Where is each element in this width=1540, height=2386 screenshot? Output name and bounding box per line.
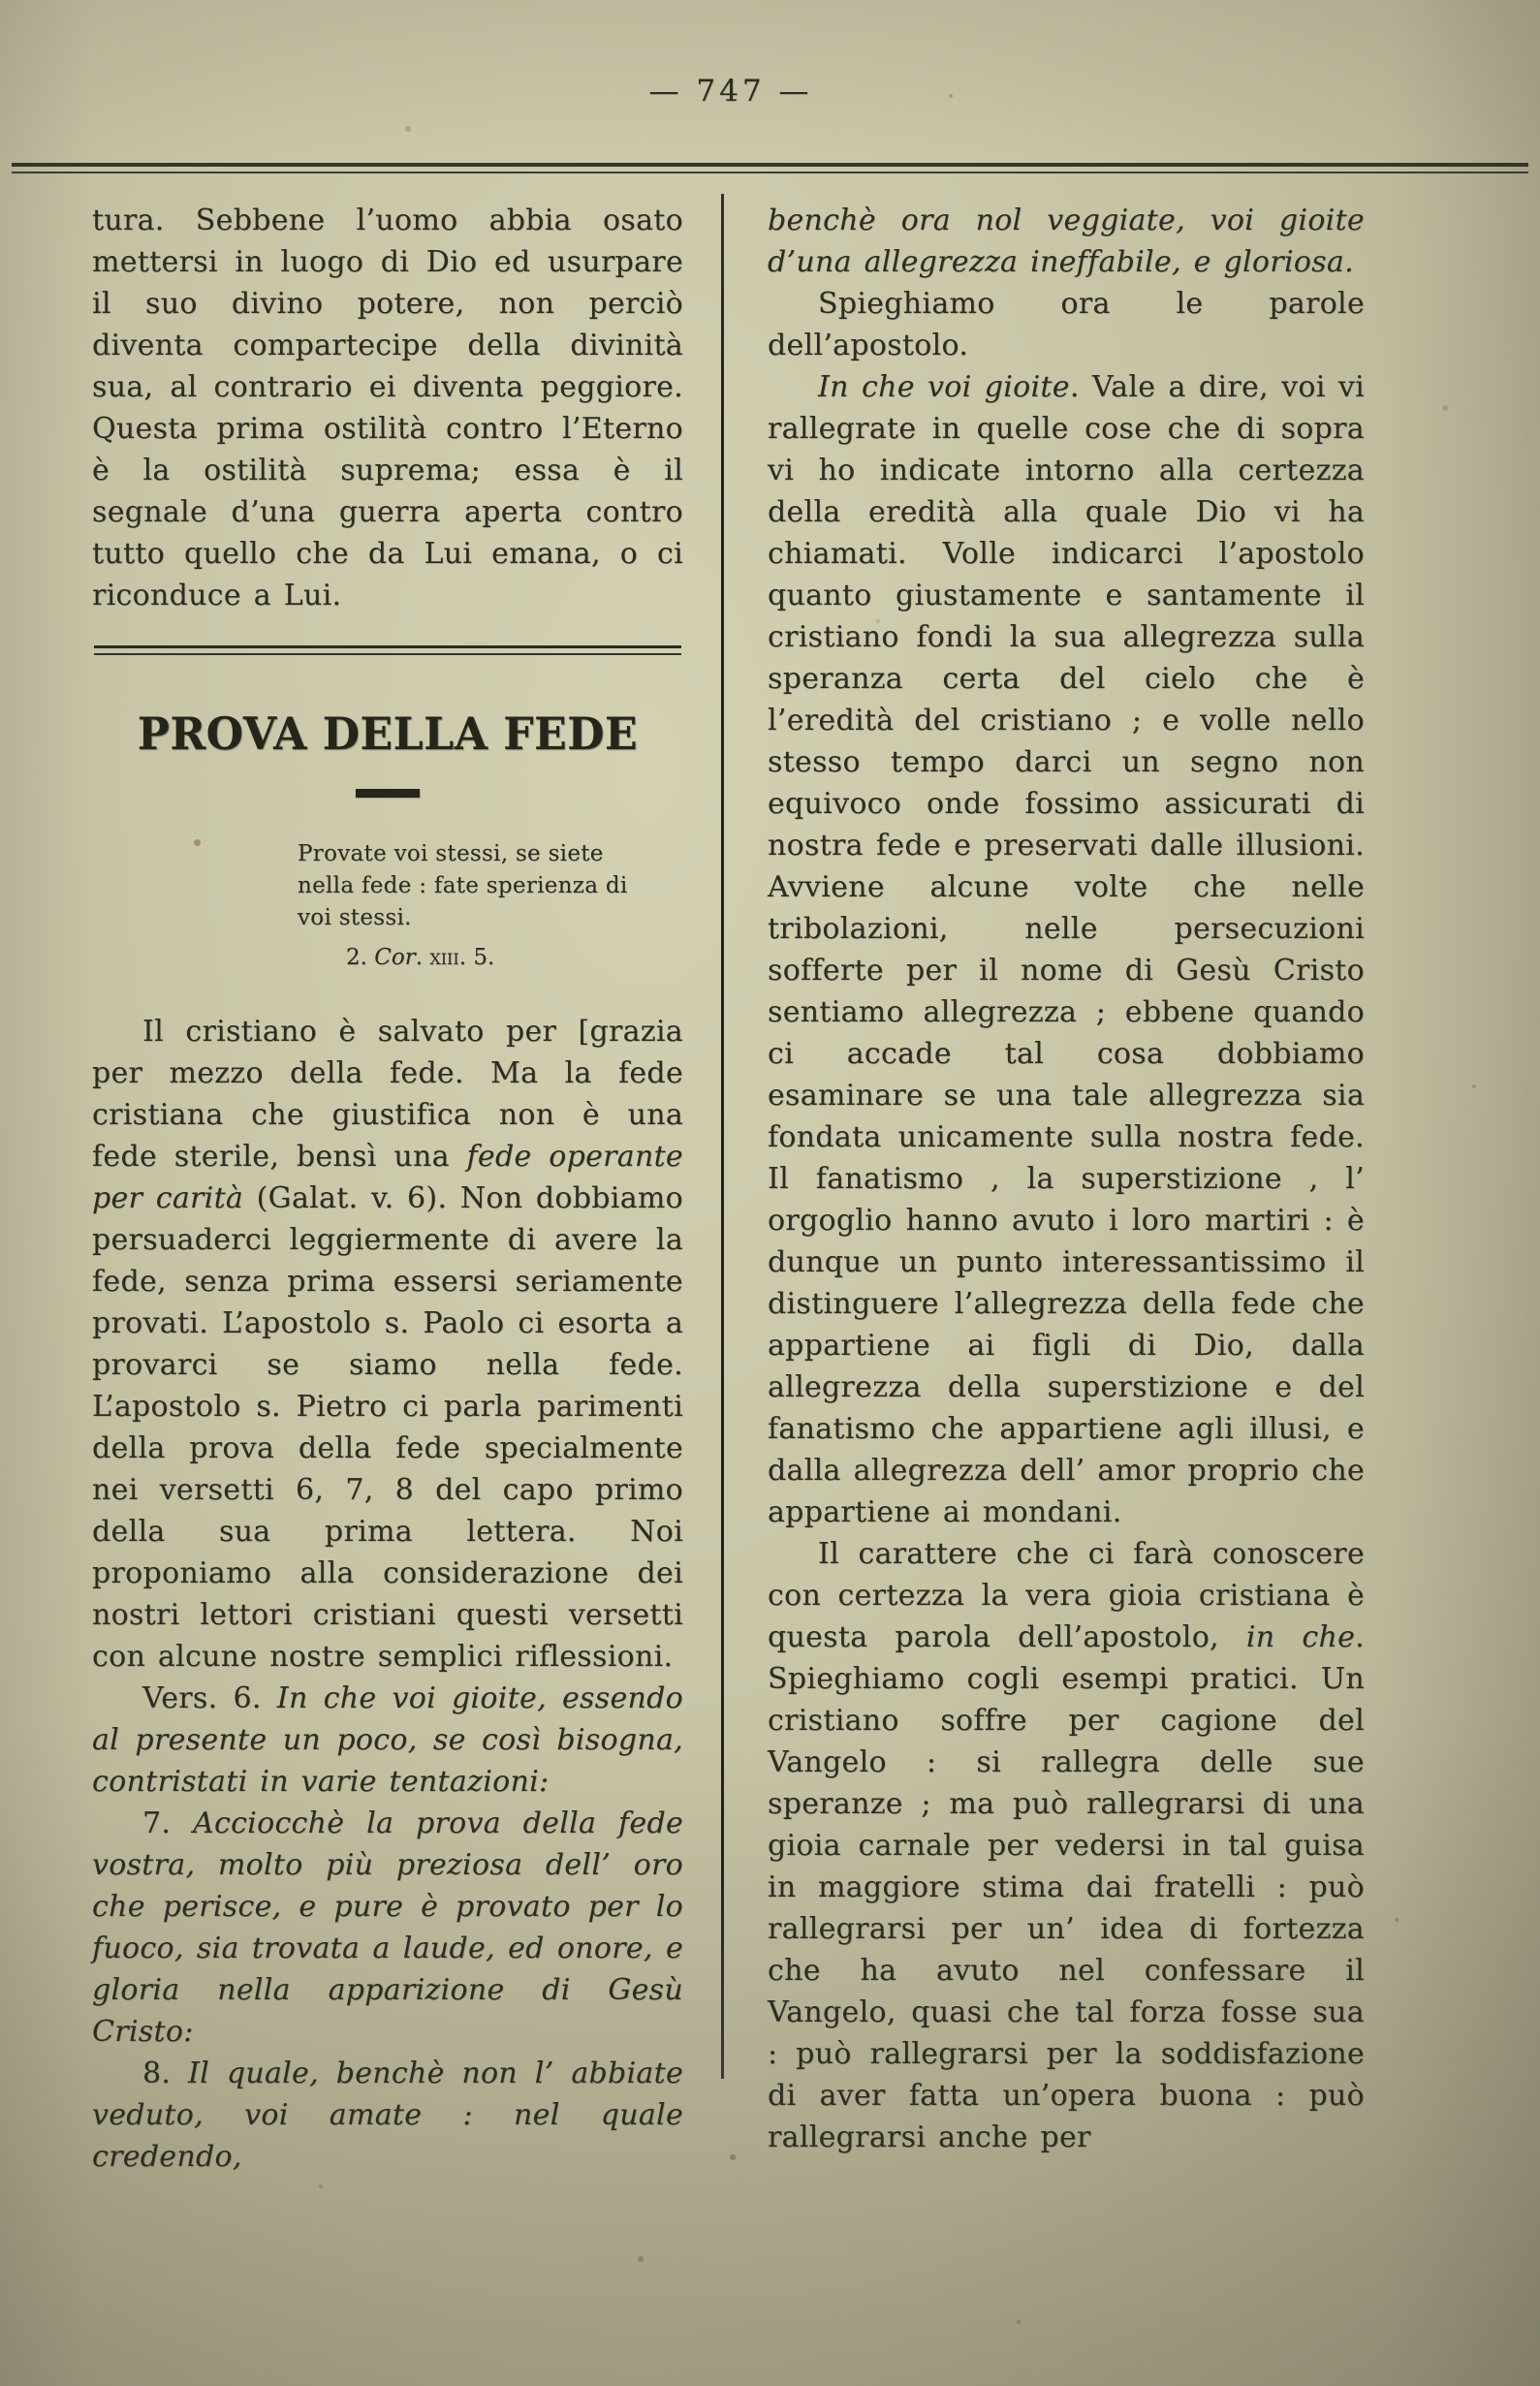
text-segment: xiii — [429, 945, 459, 970]
text-segment: in che — [1245, 1620, 1356, 1654]
text-segment: Acciocchè la prova della fede vostra, molto più preziosa dell’ oro che perisce, e pure è provato per lo fuoco, sia trovata a laude, ed onore, e gloria nella apparizione di Gesù Cristo: — [92, 1806, 684, 2049]
text-segment: . Spieghiamo cogli esempi pratici. Un cristiano soffre per cagione del Vangelo : si rallegra delle sue speranze ; ma può rallegrarsi di una gioia carnale per vedersi in tal guisa in maggiore stima dai fratelli : può rallegrarsi per un’ idea di fortezza che ha avuto nel confessare il Vangelo, quasi che tal forza fosse sua : può rallegrarsi per la soddisfazione di aver fatta un’opera buona : può rallegrarsi anche per — [768, 1620, 1365, 2154]
text-segment: Il cristiano è salvato per [grazia per mezzo della fede. Ma la fede cristiana che giustifica non è una fede sterile, bensì una — [92, 1015, 683, 1174]
text-segment: Vers. 6. — [142, 1681, 277, 1715]
epigraph — [298, 838, 683, 934]
paragraph — [92, 1678, 683, 1803]
paragraph — [768, 366, 1365, 1533]
text-segment: In che voi gioite — [818, 370, 1070, 404]
paragraph — [92, 1011, 683, 1678]
text-segment: . 5. — [458, 945, 495, 970]
text-segment: Il carattere che ci farà conoscere con certezza la vera gioia cristiana è questa parola dell’apostolo, — [768, 1537, 1365, 1654]
article-title: PROVA DELLA FEDE — [137, 707, 639, 760]
page-number: — 747 — — [648, 74, 813, 109]
paper-texture-specks — [0, 0, 2, 2]
epigraph-line: Provate voi stessi, se siete — [298, 841, 604, 866]
epigraph-line: voi stessi. — [298, 905, 412, 930]
text-segment: . Vale a dire, voi vi rallegrate in quelle cose che di sopra vi ho indicate intorno alla certezza della eredità alla quale Dio vi ha chiamati. Volle indicarci l’apostolo quanto giustamente e santamente il cristiano fondi la sua allegrezza sulla speranza certa del cielo che è l’eredità del cristiano ; e volle nello stesso tempo darci un segno non equivoco onde fossimo assicurati di nostra fede e preservati dalle illusioni. Avviene alcune volte che nelle tribolazioni, nelle persecuzioni sofferte per il nome di Gesù Cristo sentiamo allegrezza ; ebbene quando ci accade tal cosa dobbiamo esaminare se una tale allegrezza sia fondata unicamente sulla nostra fede. Il fanatismo , la superstizione , l’ orgoglio hanno avuto i loro martiri : è dunque un punto interessantissimo il distinguere l’allegrezza della fede che appartiene ai figli di Dio, dalla allegrezza della superstizione e del fanatismo che appartiene agli illusi, e dalla allegrezza dell’ amor proprio che appartiene ai mondani. — [768, 370, 1365, 1529]
text-segment: benchè ora nol veggiate, voi gioite d’una allegrezza ineffabile, e gloriosa. — [768, 204, 1365, 279]
paragraph — [768, 1533, 1365, 2158]
text-segment: 8. — [142, 2056, 188, 2090]
paragraph — [768, 283, 1365, 366]
header-double-rule — [12, 163, 1528, 173]
section-divider-rule — [94, 645, 681, 655]
text-segment: Il quale, benchè non l’ abbiate veduto, voi amate : nel quale credendo, — [92, 2056, 683, 2174]
paragraph — [92, 2053, 683, 2178]
title-ornament-rule — [356, 789, 420, 798]
left-column — [92, 200, 683, 2178]
paragraph — [92, 1803, 683, 2053]
column-divider-rule — [721, 194, 724, 2079]
paragraph — [92, 200, 683, 616]
paper-speck — [194, 839, 201, 846]
text-segment: . — [415, 945, 430, 970]
text-segment: In che voi gioite, essendo al presente un poco, se così bisogna, contristati in varie tentazioni: — [92, 1681, 683, 1799]
article-paragraphs — [92, 1011, 683, 2178]
text-segment: tura. Sebbene l’uomo abbia osato mettersi in luogo di Dio ed usurpare il suo divino potere, non perciò diventa compartecipe della divinità sua, al contrario ei diventa peggiore. Questa prima ostilità contro l’Eterno è la ostilità suprema; essa è il segnale d’una guerra aperta contro tutto quello che da Lui emana, o ci riconduce a Lui. — [92, 204, 683, 612]
text-segment: Spieghiamo ora le parole dell’apostolo. — [768, 287, 1365, 362]
paragraph — [768, 200, 1365, 283]
text-segment: 7. — [142, 1806, 194, 1840]
intro-paragraphs — [92, 200, 683, 616]
text-segment: 2. — [346, 945, 375, 970]
text-segment: fede operante per carità — [92, 1140, 683, 1215]
epigraph-line: nella fede : fate sperienza di — [298, 873, 628, 898]
text-segment: Cor — [374, 945, 416, 970]
right-column — [768, 200, 1365, 2158]
text-segment: (Galat. v. 6). Non dobbiamo persuaderci leggiermente di avere la fede, senza prima essersi seriamente provati. L’apostolo s. Paolo ci esorta a provarci se siamo nella fede. L’apostolo s. Pietro ci parla parimenti della prova della fede specialmente nei versetti 6, 7, 8 del capo primo della sua prima lettera. Noi proponiamo alla considerazione dei nostri lettori cristiani questi versetti con alcune nostre semplici riflessioni. — [92, 1181, 683, 1674]
epigraph-citation — [346, 942, 683, 974]
